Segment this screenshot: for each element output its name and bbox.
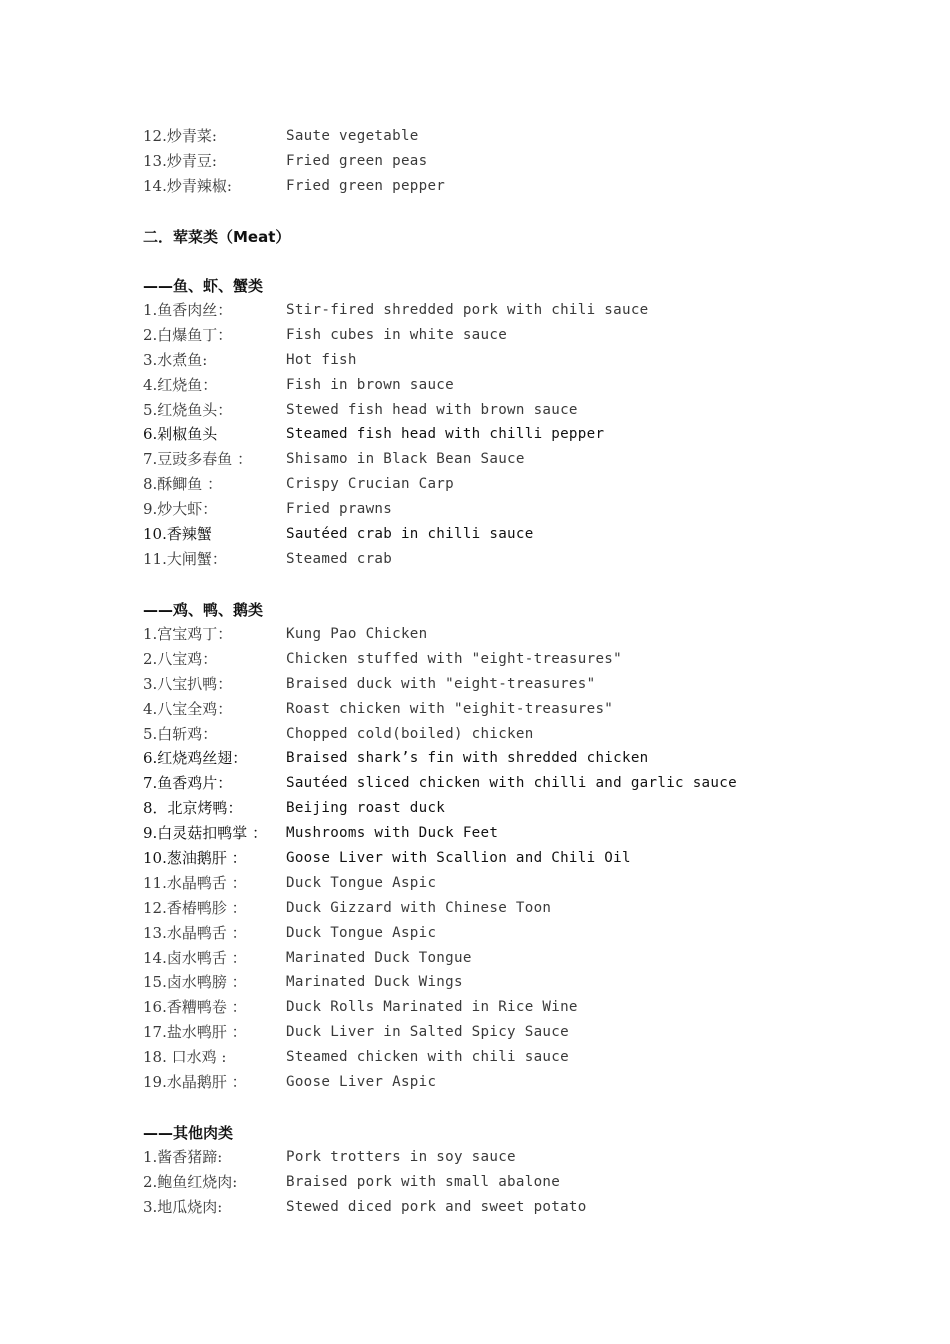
menu-item: [143, 124, 930, 149]
dish-english-name: Steamed crab: [286, 550, 393, 567]
dish-chinese-name: 7.鱼香鸡片：: [143, 774, 233, 793]
dish-chinese-name: 13.水晶鸭舌 ：: [143, 923, 247, 942]
menu-item: [143, 672, 930, 697]
dish-english-name: Mushrooms with Duck Feet: [286, 825, 499, 842]
section-title-meat: 二．荤菜类（Meat）: [143, 228, 291, 246]
menu-item: [143, 1020, 930, 1045]
dish-english-name: Goose Liver with Scallion and Chili Oil: [286, 850, 631, 867]
dish-chinese-name: 10.香辣蟹: [143, 525, 212, 544]
menu-item: [143, 1195, 930, 1220]
dish-english-name: Braised shark’s fin with shredded chicken: [286, 750, 649, 767]
menu-item: [143, 821, 930, 846]
dish-english-name: Hot fish: [286, 351, 357, 368]
dish-chinese-name: 17.盐水鸭肝 ：: [143, 1023, 247, 1042]
menu-item: [143, 846, 930, 871]
dish-chinese-name: 13.炒青豆:: [143, 151, 217, 170]
dish-chinese-name: 10.葱油鹅肝 ：: [143, 849, 247, 868]
dish-english-name: Roast chicken with "eighit-treasures": [286, 700, 614, 717]
menu-item: [143, 497, 930, 522]
dish-english-name: Stewed diced pork and sweet potato: [286, 1198, 587, 1215]
menu-item: [143, 174, 930, 199]
dish-english-name: Duck Gizzard with Chinese Toon: [286, 899, 552, 916]
dish-chinese-name: 8.酥鲫鱼 ：: [143, 475, 223, 494]
menu-item: [143, 373, 930, 398]
dish-english-name: Shisamo in Black Bean Sauce: [286, 451, 525, 468]
menu-item: [143, 771, 930, 796]
dish-english-name: Chopped cold(boiled) chicken: [286, 725, 534, 742]
menu-item: [143, 970, 930, 995]
dish-english-name: Sautéed crab in chilli sauce: [286, 526, 534, 543]
menu-item: [143, 622, 930, 647]
menu-item: [143, 547, 930, 572]
menu-item: [143, 697, 930, 722]
menu-item: [143, 871, 930, 896]
dish-english-name: Steamed chicken with chili sauce: [286, 1049, 569, 1066]
dish-chinese-name: 2.白爆鱼丁：: [143, 325, 233, 344]
menu-item: [143, 522, 930, 547]
other-meat-list: [143, 1145, 930, 1220]
dish-chinese-name: 12.香椿鸭胗 ：: [143, 898, 247, 917]
dish-chinese-name: 14.炒青辣椒:: [143, 176, 232, 195]
dish-english-name: Marinated Duck Wings: [286, 974, 463, 991]
dish-chinese-name: 7.豆豉多春鱼 ：: [143, 450, 253, 469]
dish-english-name: Crispy Crucian Carp: [286, 476, 454, 493]
dish-chinese-name: 14.卤水鸭舌 ：: [143, 948, 247, 967]
subsection-title-other-meat: ——其他肉类: [143, 1124, 234, 1142]
dish-chinese-name: 2.八宝鸡：: [143, 649, 218, 668]
dish-chinese-name: 6.剁椒鱼头: [143, 425, 218, 444]
poultry-list: [143, 622, 930, 1095]
dish-chinese-name: 6.红烧鸡丝翅：: [143, 749, 248, 768]
menu-item: [143, 1070, 930, 1095]
dish-chinese-name: 3.八宝扒鸭：: [143, 674, 233, 693]
menu-item: [143, 1145, 930, 1170]
seafood-list: [143, 298, 930, 572]
menu-item: [143, 447, 930, 472]
dish-english-name: Braised pork with small abalone: [286, 1173, 561, 1190]
dish-english-name: Pork trotters in soy sauce: [286, 1149, 516, 1165]
dish-english-name: Stir-fired shredded pork with chili sauce: [286, 302, 649, 318]
dish-english-name: Fish cubes in white sauce: [286, 326, 508, 343]
menu-item: [143, 995, 930, 1020]
dish-chinese-name: 5.红烧鱼头：: [143, 400, 233, 419]
dish-chinese-name: 4.红烧鱼：: [143, 375, 218, 394]
dish-english-name: Duck Liver in Salted Spicy Sauce: [286, 1024, 569, 1041]
dish-chinese-name: 1.酱香猪蹄:: [143, 1148, 223, 1166]
menu-item: [143, 946, 930, 971]
menu-item: [143, 348, 930, 373]
dish-chinese-name: 4.八宝全鸡：: [143, 699, 233, 718]
dish-chinese-name: 19.水晶鹅肝 ：: [143, 1073, 247, 1092]
dish-chinese-name: 5.白斩鸡：: [143, 724, 218, 743]
dish-english-name: Kung Pao Chicken: [286, 626, 428, 642]
dish-english-name: Braised duck with "eight-treasures": [286, 675, 596, 692]
dish-chinese-name: 1.宫宝鸡丁：: [143, 625, 233, 643]
menu-item: [143, 323, 930, 348]
dish-chinese-name: 15.卤水鸭膀 ：: [143, 973, 247, 992]
menu-item: [143, 647, 930, 672]
dish-english-name: Fried green peas: [286, 152, 428, 169]
dish-chinese-name: 9.炒大虾：: [143, 500, 218, 519]
dish-chinese-name: 11.水晶鸭舌 ：: [143, 873, 247, 892]
dish-english-name: Fried green pepper: [286, 177, 446, 194]
dish-english-name: Sautéed sliced chicken with chilli and garlic sauce: [286, 775, 737, 792]
menu-item: [143, 1170, 930, 1195]
dish-english-name: Goose Liver Aspic: [286, 1074, 437, 1091]
subsection-title-seafood: ——鱼、虾、蟹类: [143, 277, 264, 295]
dish-chinese-name: 3.地瓜烧肉:: [143, 1197, 223, 1216]
dish-english-name: Saute vegetable: [286, 128, 419, 144]
vegetable-list-continued: [143, 124, 930, 199]
menu-item: [143, 796, 930, 821]
dish-chinese-name: 16.香糟鸭卷 ：: [143, 998, 247, 1017]
menu-item: [143, 298, 930, 323]
dish-chinese-name: 3.水煮鱼:: [143, 350, 208, 369]
dish-english-name: Duck Tongue Aspic: [286, 924, 437, 941]
dish-english-name: Stewed fish head with brown sauce: [286, 401, 578, 418]
menu-item: [143, 149, 930, 174]
dish-chinese-name: 8．北京烤鸭：: [143, 799, 243, 818]
dish-chinese-name: 1.鱼香肉丝：: [143, 301, 233, 319]
dish-english-name: Fish in brown sauce: [286, 376, 454, 393]
subsection-title-poultry: ——鸡、鸭、鹅类: [143, 601, 264, 619]
dish-chinese-name: 12.炒青菜:: [143, 127, 217, 145]
menu-item: [143, 896, 930, 921]
dish-chinese-name: 9.白灵菇扣鸭掌 ：: [143, 824, 268, 843]
dish-english-name: Marinated Duck Tongue: [286, 949, 472, 966]
menu-item: [143, 722, 930, 747]
dish-chinese-name: 11.大闸蟹：: [143, 549, 227, 568]
menu-item: [143, 398, 930, 423]
dish-english-name: Steamed fish head with chilli pepper: [286, 426, 605, 443]
dish-english-name: Duck Tongue Aspic: [286, 874, 437, 891]
dish-chinese-name: 2.鲍鱼红烧肉:: [143, 1172, 238, 1191]
dish-english-name: Beijing roast duck: [286, 800, 446, 817]
dish-english-name: Duck Rolls Marinated in Rice Wine: [286, 999, 578, 1016]
dish-english-name: Chicken stuffed with "eight-treasures": [286, 650, 622, 667]
menu-item: [143, 921, 930, 946]
menu-item: [143, 746, 930, 771]
dish-english-name: Fried prawns: [286, 501, 393, 518]
dish-chinese-name: 18. 口水鸡 :: [143, 1048, 227, 1067]
menu-item: [143, 422, 930, 447]
menu-item: [143, 1045, 930, 1070]
menu-item: [143, 472, 930, 497]
